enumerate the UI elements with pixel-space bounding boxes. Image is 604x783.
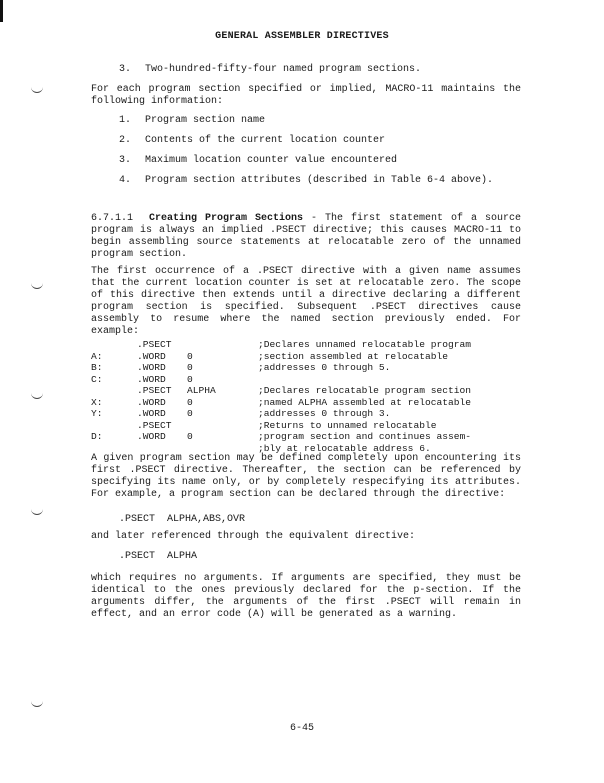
code-label: D: bbox=[91, 431, 103, 442]
margin-mark bbox=[31, 282, 43, 289]
code-op: .WORD bbox=[137, 350, 166, 362]
page-number: 6-45 bbox=[289, 723, 314, 734]
paragraph-later-referenced: and later referenced through the equivalent directive: bbox=[91, 531, 416, 542]
code-op: .PSECT bbox=[137, 419, 172, 431]
code-arg: ALPHA bbox=[187, 385, 216, 396]
paragraph-defined-completely: A given program section may be defined completely upon encountering its first .PSECT directive. Thereafter, the section can be referenced by specifying its name only, or by completely respecifying its attributes. For example, a program section can be declared through the directive: bbox=[91, 453, 521, 500]
list-number: 4. bbox=[119, 175, 132, 186]
code-op: .WORD bbox=[137, 396, 166, 408]
list-text: Program section attributes (described in Table 6-4 above). bbox=[145, 175, 494, 186]
list-number: 3. bbox=[119, 64, 132, 75]
code-arg: 0 bbox=[187, 396, 193, 408]
section-number: 6.7.1.1 bbox=[91, 213, 134, 224]
margin-mark bbox=[31, 700, 43, 707]
list-text: Maximum location counter value encountered bbox=[145, 155, 398, 166]
code-op: .WORD bbox=[137, 373, 166, 385]
code-comment: ;named ALPHA assembled at relocatable bbox=[258, 396, 472, 408]
code-comment: ;Returns to unnamed relocatable bbox=[258, 419, 437, 431]
code-op: .WORD bbox=[137, 408, 166, 419]
list-number: 3. bbox=[119, 155, 132, 166]
code-comment: ;section assembled at relocatable bbox=[258, 350, 448, 362]
code-label: X: bbox=[91, 396, 103, 408]
code-arg: 0 bbox=[187, 373, 193, 385]
list-text: Contents of the current location counter bbox=[145, 135, 386, 146]
page-edge-mark bbox=[0, 0, 3, 22]
list-number: 1. bbox=[119, 115, 132, 126]
code-arg: 0 bbox=[187, 362, 193, 373]
code-comment: ;addresses 0 through 3. bbox=[258, 408, 391, 419]
list-number: 2. bbox=[119, 135, 132, 146]
code-comment: ;bly at relocatable address 6. bbox=[258, 442, 431, 454]
code-comment: ;program section and continues assem- bbox=[258, 431, 472, 442]
code-comment: ;Declares relocatable program section bbox=[258, 385, 472, 396]
section-6-7-1-1 bbox=[91, 213, 521, 261]
code-arg: 0 bbox=[187, 408, 193, 419]
code-op: .WORD bbox=[137, 431, 166, 442]
code-label: B: bbox=[91, 362, 103, 373]
code-comment: ;Declares unnamed relocatable program bbox=[258, 339, 472, 350]
code-op: .PSECT bbox=[137, 385, 172, 396]
list-text: Two-hundred-fifty-four named program sections. bbox=[145, 64, 422, 75]
margin-mark bbox=[31, 392, 43, 399]
section-title: Creating Program Sections bbox=[149, 213, 304, 224]
section-body: - The first statement of a source program is always an implied .PSECT directive; this causes MACRO-11 to begin assembling source statements at relocatable zero of the unnamed program section. bbox=[91, 213, 521, 260]
code-arg: 0 bbox=[187, 431, 193, 442]
code-op: .PSECT bbox=[137, 339, 172, 350]
code-op: .WORD bbox=[137, 362, 166, 373]
paragraph-no-arguments: which requires no arguments. If arguments are specified, they must be identical to the ones previously declared for the p-section. If the arguments differ, the arguments of the first .PSECT will remain in effect, and an error code (A) will be generated as a warning. bbox=[91, 573, 521, 620]
code-label: C: bbox=[91, 373, 103, 385]
code-label: A: bbox=[91, 350, 103, 362]
code-label: Y: bbox=[91, 408, 103, 419]
code-arg: 0 bbox=[187, 350, 193, 362]
paragraph-maintained-info: For each program section specified or implied, MACRO-11 maintains the following information: bbox=[91, 84, 521, 107]
code-directive-full: .PSECT ALPHA,ABS,OVR bbox=[119, 514, 246, 525]
paragraph-first-occurrence: The first occurrence of a .PSECT directive with a given name assumes that the current location counter is set at relocatable zero. The scope of this directive then extends until a directive declaring a different program section is specified. Subsequent .PSECT directives cause assembly to resume where the named section previously ended. For example: bbox=[91, 266, 521, 337]
margin-mark bbox=[31, 86, 43, 93]
margin-mark bbox=[31, 508, 43, 515]
running-header: GENERAL ASSEMBLER DIRECTIVES bbox=[215, 31, 389, 42]
code-directive-short: .PSECT ALPHA bbox=[119, 551, 198, 562]
list-text: Program section name bbox=[145, 115, 266, 126]
code-comment: ;addresses 0 through 5. bbox=[258, 362, 391, 373]
